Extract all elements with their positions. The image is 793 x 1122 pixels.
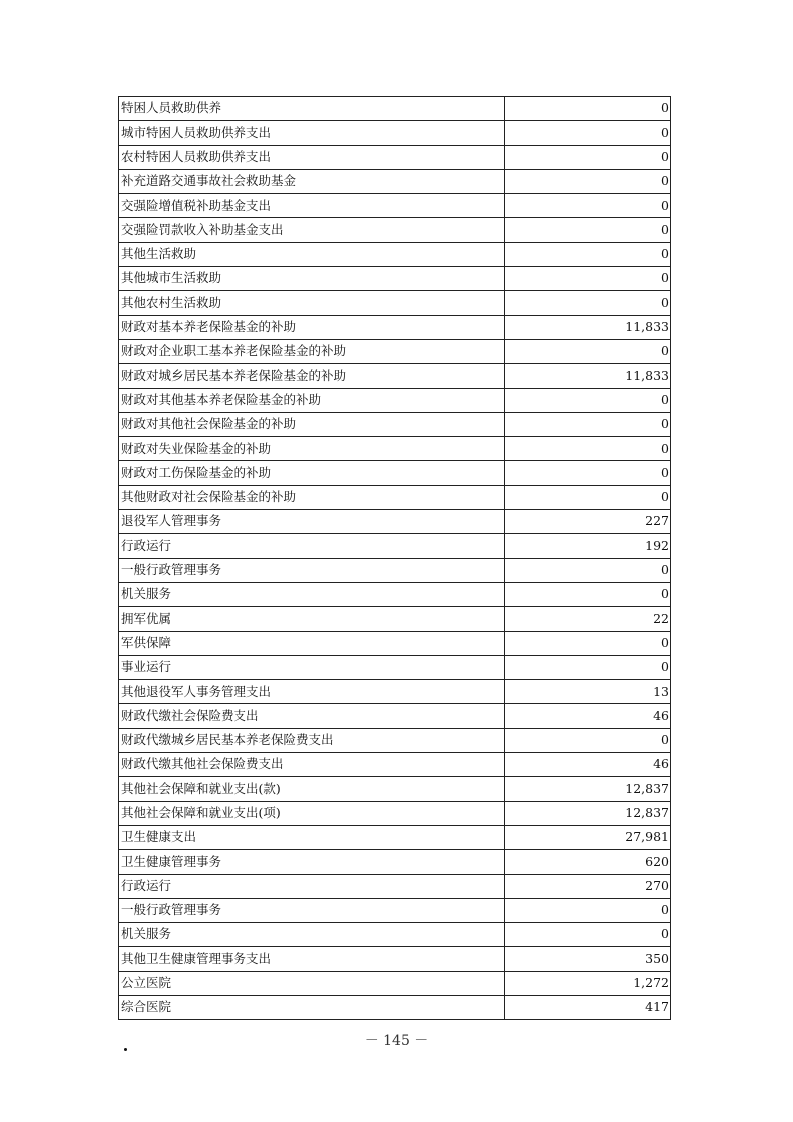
row-label: 其他社会保障和就业支出(项) [119,801,505,825]
table-row [119,169,671,193]
row-label: 机关服务 [119,582,505,606]
table-row [119,267,671,291]
row-label: 特困人员救助供养 [119,97,505,121]
row-value: 270 [505,874,671,898]
table-row [119,291,671,315]
table-row [119,971,671,995]
row-label: 财政代缴城乡居民基本养老保险费支出 [119,728,505,752]
budget-table-container [118,96,670,1020]
table-row [119,242,671,266]
row-value: 0 [505,923,671,947]
table-row [119,315,671,339]
table-row [119,121,671,145]
table-row [119,194,671,218]
row-value: 0 [505,242,671,266]
row-label: 其他退役军人事务管理支出 [119,680,505,704]
row-label: 行政运行 [119,874,505,898]
row-value: 1,272 [505,971,671,995]
row-value: 0 [505,582,671,606]
row-value: 0 [505,461,671,485]
row-value: 11,833 [505,364,671,388]
row-label: 财政对基本养老保险基金的补助 [119,315,505,339]
row-label: 交强险罚款收入补助基金支出 [119,218,505,242]
row-value: 12,837 [505,777,671,801]
row-label: 综合医院 [119,995,505,1019]
table-row [119,680,671,704]
table-row [119,631,671,655]
row-label: 退役军人管理事务 [119,510,505,534]
table-row [119,97,671,121]
page-number: － 145 － [364,1033,429,1049]
row-value: 27,981 [505,825,671,849]
row-value: 46 [505,753,671,777]
row-value: 0 [505,631,671,655]
row-label: 财政对失业保险基金的补助 [119,437,505,461]
row-value: 46 [505,704,671,728]
row-label: 卫生健康管理事务 [119,850,505,874]
table-row [119,485,671,509]
table-row [119,923,671,947]
row-value: 0 [505,558,671,582]
table-row [119,947,671,971]
row-label: 其他城市生活救助 [119,267,505,291]
table-row [119,218,671,242]
row-label: 财政对其他社会保险基金的补助 [119,412,505,436]
row-value: 227 [505,510,671,534]
row-label: 公立医院 [119,971,505,995]
row-value: 0 [505,388,671,412]
row-value: 0 [505,145,671,169]
row-label: 卫生健康支出 [119,825,505,849]
row-label: 财政对其他基本养老保险基金的补助 [119,388,505,412]
row-label: 财政对工伤保险基金的补助 [119,461,505,485]
row-label: 其他生活救助 [119,242,505,266]
table-row [119,777,671,801]
row-value: 0 [505,437,671,461]
table-row [119,388,671,412]
table-row [119,704,671,728]
row-value: 0 [505,485,671,509]
row-value: 22 [505,607,671,631]
row-value: 192 [505,534,671,558]
row-label: 事业运行 [119,655,505,679]
row-label: 其他农村生活救助 [119,291,505,315]
row-label: 财政代缴社会保险费支出 [119,704,505,728]
row-label: 交强险增值税补助基金支出 [119,194,505,218]
table-row [119,534,671,558]
table-body [119,97,671,1020]
row-value: 0 [505,728,671,752]
row-value: 0 [505,291,671,315]
row-label: 行政运行 [119,534,505,558]
row-label: 拥军优属 [119,607,505,631]
table-row [119,801,671,825]
table-row [119,582,671,606]
table-row [119,898,671,922]
row-value: 0 [505,169,671,193]
table-row [119,412,671,436]
row-value: 13 [505,680,671,704]
table-row [119,339,671,363]
table-row [119,753,671,777]
row-label: 军供保障 [119,631,505,655]
table-row [119,364,671,388]
row-label: 一般行政管理事务 [119,558,505,582]
row-value: 0 [505,339,671,363]
row-value: 0 [505,218,671,242]
table-row [119,461,671,485]
row-value: 620 [505,850,671,874]
row-label: 农村特困人员救助供养支出 [119,145,505,169]
row-value: 11,833 [505,315,671,339]
row-label: 一般行政管理事务 [119,898,505,922]
table-row [119,655,671,679]
row-value: 0 [505,97,671,121]
row-label: 其他财政对社会保险基金的补助 [119,485,505,509]
row-value: 0 [505,898,671,922]
row-value: 0 [505,412,671,436]
row-label: 机关服务 [119,923,505,947]
table-row [119,995,671,1019]
row-label: 其他社会保障和就业支出(款) [119,777,505,801]
table-row [119,825,671,849]
row-label: 财政对企业职工基本养老保险基金的补助 [119,339,505,363]
table-row [119,558,671,582]
row-value: 350 [505,947,671,971]
row-label: 补充道路交通事故社会救助基金 [119,169,505,193]
row-value: 0 [505,121,671,145]
table-row [119,850,671,874]
row-label: 财政对城乡居民基本养老保险基金的补助 [119,364,505,388]
table-row [119,607,671,631]
budget-table [118,96,671,1020]
row-value: 0 [505,194,671,218]
table-row [119,145,671,169]
table-row [119,874,671,898]
row-label: 城市特困人员救助供养支出 [119,121,505,145]
row-value: 417 [505,995,671,1019]
row-label: 财政代缴其他社会保险费支出 [119,753,505,777]
dot-mark [124,1048,127,1051]
table-row [119,510,671,534]
table-row [119,437,671,461]
row-value: 12,837 [505,801,671,825]
table-row [119,728,671,752]
row-value: 0 [505,267,671,291]
row-label: 其他卫生健康管理事务支出 [119,947,505,971]
row-value: 0 [505,655,671,679]
